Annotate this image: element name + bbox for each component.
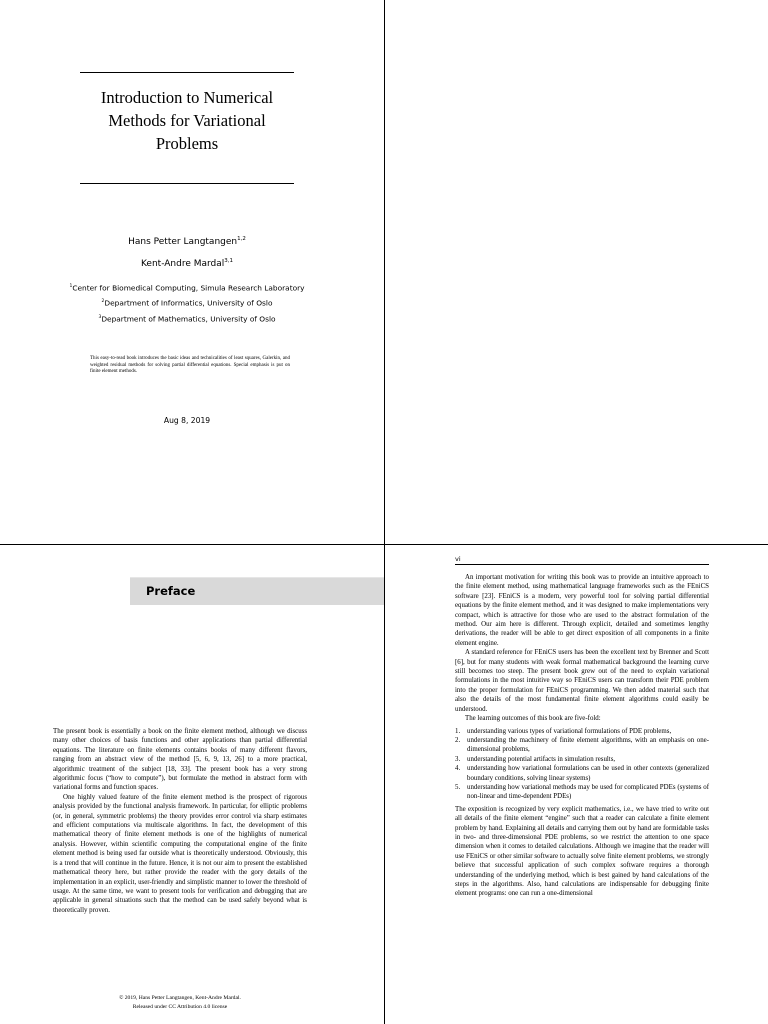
page-body (455, 573, 709, 899)
paragraph: A standard reference for FEniCS users has been the excellent text by Brenner and Scott [6], but for many students with weak formal mathematical background the learning curve still becomes too steep. The present book grew out of the need to explain variational formulations in the most intuitive way so FEniCS users can transform their PDE problem into the proper formulation for FEniCS programming. We then added material such that also the details of the most fundamental finite element algorithms could easily be understood. (455, 649, 709, 713)
author-list (40, 230, 334, 274)
affiliation-marker: 2 (101, 299, 105, 305)
title-rule-top (80, 72, 294, 73)
affiliation (40, 280, 334, 295)
paragraph: One highly valued feature of the finite element method is the prospect of rigorous analysis provided by the functional analysis framework. In particular, for elliptic problems (or, in general, symmetric problems) the theory provides error control via sharp estimates and efficient computations via multiscale algorithms. In fact, the development of this mathematical theory of finite element methods is one of the highlights of numerical analysis. However, within scientific computing the computational engine of the finite element method is being used far outside what is theoretically understood. Obviously, this is a trend that will continue in the future. Hence, it is not our aim to present the established mathematical theory here, but rather provide the reader with the gory details of the implementation in an explicit, user-friendly and simplistic manner to lower the threshold of usage. At the same time, we want to present tools for verification and debugging that are applicable in general situations such that the method can be used safely beyond what is theoretically proven. (53, 793, 307, 914)
author (40, 230, 334, 252)
title-line: Introduction to Numerical (100, 88, 274, 107)
learning-outcomes-list (455, 727, 709, 802)
paragraph: An important motivation for writing this book was to provide an intuitive approach to the finite element method, using mathematical language frameworks such as the FEniCS software [23]. FEniCS is a modern, very powerful tool for solving partial differential equations by the finite element method, and it was designed to make implementations very compact, which is attractive for those who are used to the abstract formulation of the method. Our aim here is different. Through explicit, detailed and sometimes lengthy derivations, the reader will be able to get direct exposition of all components in a finite element engine. (455, 574, 709, 647)
list-item-text: understanding various types of variational formulations of PDE problems, (467, 727, 672, 735)
preface-page-continued (385, 545, 768, 1024)
footer-line: © 2019, Hans Petter Langtangen, Kent-Andre Mardal. (119, 995, 241, 1001)
list-item-text: understanding how variational formulations can be used in other contexts (generalized boundary conditions, solving linear systems) (467, 765, 709, 782)
title-line: Problems (155, 134, 219, 153)
header-rule (455, 564, 709, 565)
author-affil-marker: 1,2 (237, 236, 246, 242)
chapter-heading: Preface (146, 584, 196, 598)
list-item-number: 4. (455, 765, 461, 773)
preface-body (53, 727, 307, 915)
list-item-number: 3. (455, 755, 461, 763)
list-item (455, 736, 709, 755)
chapter-heading-bar (130, 577, 384, 605)
author-name: Kent-Andre Mardal (140, 259, 225, 269)
affiliation (40, 295, 334, 310)
paragraph: The exposition is recognized by very explicit mathematics, i.e., we have tried to write out all details of the finite element “engine” such that a reader can calculate a finite element problem by hand. Explaining all details and carrying them out by hand are formidable tasks in two- and three-dimensional PDE problems, so we restrict the attention to one space dimension when it comes to detailed calculations. Although we imagine that the reader will use FEniCS or other similar software to actually solve finite element problems, we strongly believe that successful application of such complex software requires a thorough understanding of the underlying method, which is best gained by hand calculations of the steps in the algorithms. Also, hand calculations are indispensable for debugging finite element programs: one can run a one-dimensional (455, 805, 709, 898)
list-item (455, 727, 709, 736)
list-item-number: 2. (455, 736, 461, 744)
page-number: vi (455, 555, 461, 563)
affiliation-text: Department of Mathematics, University of Oslo (101, 314, 276, 323)
affiliation-marker: 3 (98, 314, 102, 320)
list-item (455, 783, 709, 802)
publication-date: Aug 8, 2019 (163, 416, 211, 425)
author-affil-marker: 3,1 (224, 258, 234, 264)
list-item-text: understanding potential artifacts in simulation results, (467, 755, 616, 763)
title-rule-bottom (80, 183, 294, 184)
abstract: This easy-to-read book introduces the basic ideas and technicalities of least squares, Galerkin, and weighted residual methods for solving partial differential equations. Special emphasis is put on finite element methods. (90, 356, 290, 375)
affiliation-text: Center for Biomedical Computing, Simula Research Laboratory (72, 283, 305, 293)
list-item-text: understanding how variational methods may be used for complicated PDEs (systems of non-linear and time-dependent PDEs) (467, 783, 709, 801)
blank-page (385, 0, 768, 544)
title-line: Methods for Variational (108, 111, 266, 130)
author (40, 252, 334, 274)
list-item-text: understanding the machinery of finite element algorithms, with an emphasis on one-dimensional problems, (467, 736, 709, 754)
affiliation (40, 311, 334, 326)
paragraph: The present book is essentially a book on the finite element method, although we discuss many other choices of basis functions and other applications than partial differential equations. The literature on finite elements contains books of many different flavors, ranging from an abstract view of the method [5, 6, 9, 13, 26] to a more practical, algorithmic treatment of the subject [18, 33]. The present book has a very strong algorithmic focus (“how to compute”), but formulate the method in abstract form with variational forms and function spaces. (53, 728, 307, 792)
paragraph: The learning outcomes of this book are five-fold: (465, 715, 601, 723)
list-item (455, 755, 709, 764)
footer-line: Released under CC Attribution 4.0 license (132, 1004, 228, 1010)
author-name: Hans Petter Langtangen (128, 237, 238, 247)
affiliation-marker: 1 (69, 284, 73, 289)
preface-page (0, 545, 384, 1024)
affiliation-text: Department of Informatics, University of Oslo (104, 298, 273, 308)
list-item-number: 5. (455, 783, 461, 791)
list-item-number: 1. (455, 727, 461, 735)
title-page (0, 0, 384, 544)
affiliation-list (40, 280, 334, 326)
license-footer (53, 994, 307, 1012)
book-title (60, 86, 314, 155)
list-item (455, 764, 709, 783)
